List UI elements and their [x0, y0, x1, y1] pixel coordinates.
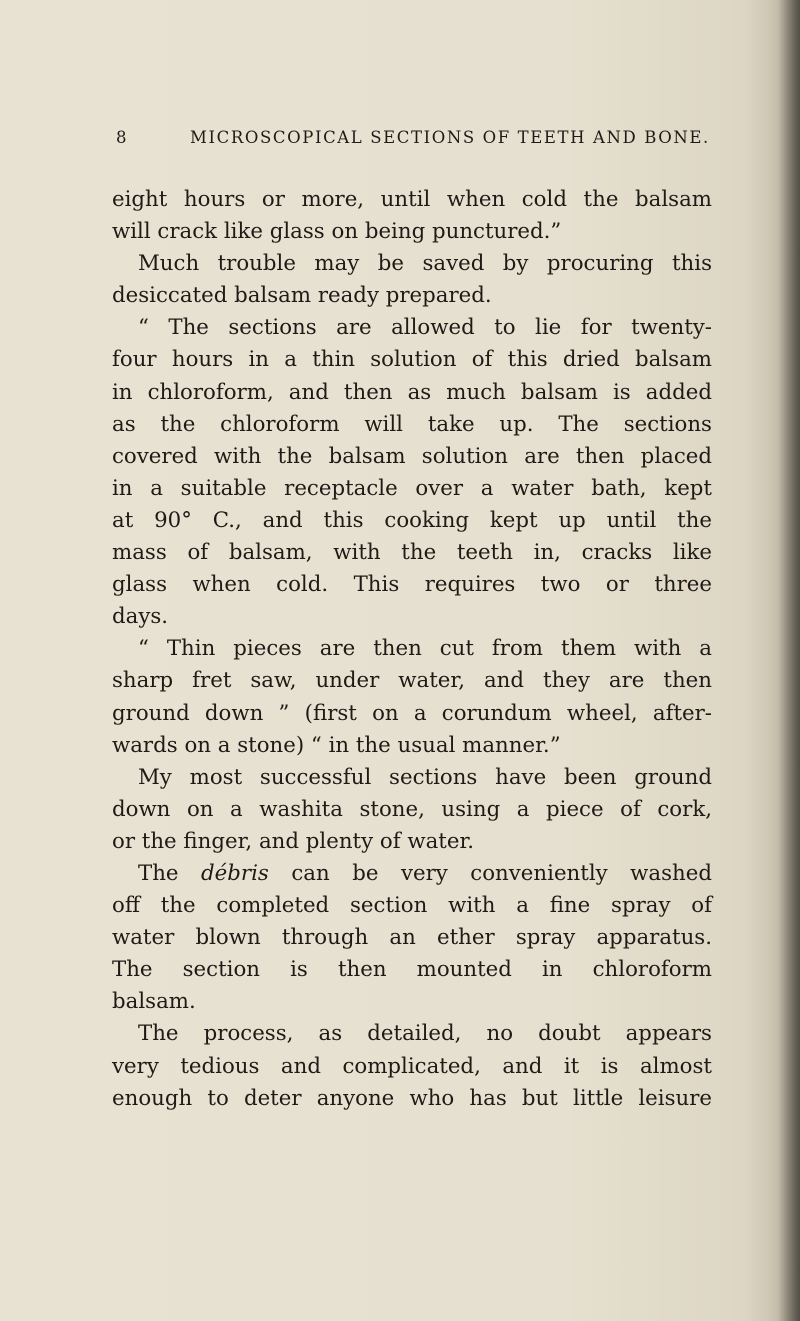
text-line: Much trouble may be saved by procuring this	[138, 251, 712, 277]
book-gutter-shadow	[778, 0, 800, 1321]
text-line: sharp fret saw, under water, and they are then	[112, 668, 712, 694]
text-line: in chloroform, and then as much balsam is added	[112, 379, 712, 405]
text-line: desiccated balsam ready prepared.	[112, 283, 492, 309]
body-text	[112, 184, 712, 1115]
text-line: The section is then mounted in chloroform	[112, 957, 712, 983]
text-line: ground down ” (first on a corundum wheel, after-	[112, 700, 712, 726]
text-line: in a suitable receptacle over a water bath, kept	[112, 475, 712, 501]
text-segment: can be very conveniently washed	[291, 860, 712, 886]
text-line: “ The sections are allowed to lie for twenty-	[138, 315, 712, 341]
text-line: My most successful sections have been ground	[138, 764, 712, 790]
text-line: as the chloroform will take up. The sections	[112, 411, 712, 437]
text-line: eight hours or more, until when cold the balsam	[112, 187, 712, 212]
text-segment: The	[138, 860, 179, 886]
text-line: “ Thin pieces are then cut from them with a	[138, 636, 712, 662]
text-line: four hours in a thin solution of this dried balsam	[112, 347, 712, 373]
text-line: down on a washita stone, using a piece of cork,	[112, 796, 712, 822]
running-head	[116, 128, 710, 158]
page-number: 8	[116, 128, 129, 147]
italic-word: débris	[201, 860, 269, 886]
running-title: MICROSCOPICAL SECTIONS OF TEETH AND BONE.	[190, 128, 710, 147]
text-line: covered with the balsam solution are then placed	[112, 443, 712, 469]
text-line: The process, as detailed, no doubt appears	[138, 1021, 712, 1047]
text-line: at 90° C., and this cooking kept up until the	[112, 507, 712, 533]
text-line: water blown through an ether spray apparatus.	[112, 925, 712, 951]
text-line	[112, 858, 712, 890]
text-line: balsam.	[112, 989, 196, 1015]
text-line: will crack like glass on being punctured.”	[112, 219, 562, 245]
text-line: enough to deter anyone who has but little leisure	[112, 1085, 712, 1111]
text-line: glass when cold. This requires two or three	[112, 572, 712, 598]
text-line: days.	[112, 604, 169, 630]
text-line: mass of balsam, with the teeth in, cracks like	[112, 540, 712, 566]
text-line: off the completed section with a fine spray of	[112, 893, 712, 919]
text-line: very tedious and complicated, and it is almost	[112, 1053, 712, 1079]
text-line: wards on a stone) “ in the usual manner.”	[112, 732, 561, 758]
text-line: or the finger, and plenty of water.	[112, 828, 475, 854]
